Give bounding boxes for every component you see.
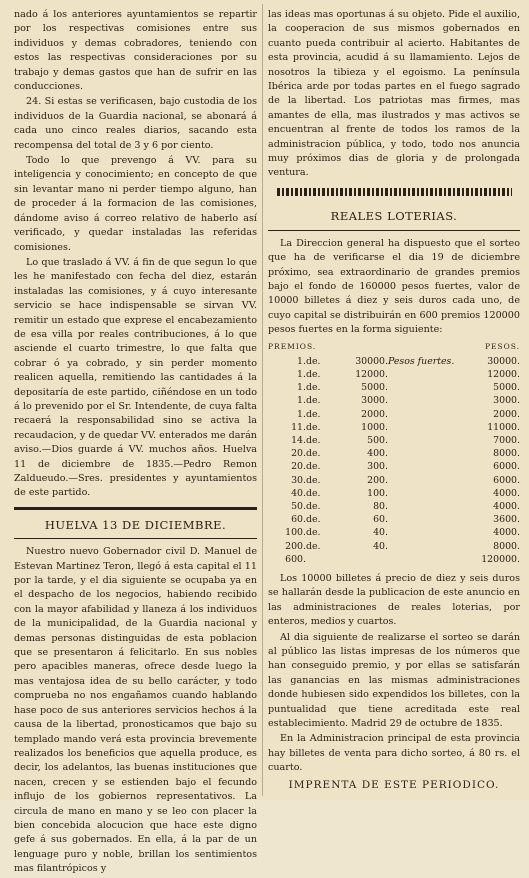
prize-total: 2000. [493, 408, 520, 420]
prize-total: 4000. [493, 500, 520, 512]
prize-de: de. [306, 395, 321, 407]
prize-total: 3600. [493, 514, 520, 526]
paragraph: Lo que traslado á VV. á fin de que segun lo que les he manifestado con fecha del diez, estarán instaladas las comisiones, y á cuyo interesante servicio se hace indispensable se sirvan VV. remitir un estado que exprese el encabezamiento de esa villa por reales contribuciones, á lo que asciende el cuarto trimestre, lo que falta que cobrar ó ya cobrado, y sin perder momento realicen aquella, remitiendo las cantidades á la depositaría de este partido, ciñéndose en un todo á lo prevenido por el Sr. Intendente, de cuya falta recaerá la responsabilidad sino se activa la recaudacion, y de quedar VV. enterados me darán aviso.—Dios guarde á VV. muchos años. Huelva 11 de diciembre de 1835.—Pedro Remon Zaldueudo.—Sres. presidentes y ayuntamientos de este partido. [14, 256, 257, 499]
prize-row [268, 474, 520, 487]
prize-amount: 30000. [355, 355, 388, 367]
prize-note [388, 513, 471, 526]
prize-de [306, 553, 328, 566]
prize-count: 1. [297, 355, 306, 367]
prize-count: 1. [297, 368, 306, 380]
prize-note [388, 553, 471, 566]
prize-amount: 3000. [361, 395, 388, 407]
paragraph: Nuestro nuevo Gobernador civil D. Manuel de Estevan Martinez Teron, llegó á esta capital el 11 por la tarde, y el dia siguiente se ocupaba ya en el despacho de los negocios, habiendo recibido con la mayor afabilidad y llaneza á los individuos de la municipalidad, de la Guardia nacional y demas personas distinguidas de esta poblacion que se presentaron á felicitarlo. En sus nobles pero apacibles maneras, ofrece desde luego la mas ventajosa idea de su bello carácter, y todo comprueba no nos engañamos cuando hablando hase poco de sus anteriores servicios hechos á la causa de la libertad, pronosticamos que bajo su templado mando verá esta provincia brevemente realizados los beneficios que aquella produce, es decir, los adelantos, las buenas instituciones que nacen, crecen y se estienden bajo el fecundo influjo de los gobiernos representativos. La circula de mano en mano y se leo con placer la bien concebida alocucion que hace este digno gefe á sus gobernados. En ella, á la par de un lenguage puro y noble, brillan los sentimientos mas filantrópicos y [14, 546, 257, 875]
prize-total: 8000. [493, 540, 520, 552]
section-heading: HUELVA 13 DE DICIEMBRE. [44, 517, 227, 532]
prize-de: de. [306, 434, 321, 446]
prize-count: 1. [297, 408, 306, 420]
prize-row [268, 421, 520, 434]
prize-total: 30000. [487, 355, 520, 367]
prize-count: 40. [291, 487, 306, 499]
prize-row [268, 368, 520, 381]
prize-de: de. [306, 408, 321, 420]
prize-count: 20. [291, 461, 306, 473]
paragraph: Todo lo que prevengo á VV. para su inteligencia y conocimiento; en concepto de que sin levantar mano ni perder tiempo alguno, han de proceder á la formacion de las comisiones, dándome aviso á correo relativo de haberlo así verificado, y quedar instaladas las referidas comisiones. [14, 155, 257, 253]
prize-note [388, 540, 471, 553]
prize-note [388, 526, 471, 539]
prize-de: de. [306, 500, 321, 512]
prize-total: 3000. [493, 395, 520, 407]
prize-row [268, 434, 520, 447]
prize-de: de. [306, 355, 321, 367]
prize-row [268, 526, 520, 539]
prize-row [268, 460, 520, 473]
prize-row [268, 394, 520, 407]
prize-de: de. [306, 527, 321, 539]
prize-de: de. [306, 382, 321, 394]
prize-total: 6000. [493, 461, 520, 473]
heading-rule [14, 538, 257, 539]
prize-amount: 100. [367, 487, 388, 499]
prize-amount: 2000. [361, 408, 388, 420]
prize-de: de. [306, 514, 321, 526]
prize-amount: 80. [373, 500, 388, 512]
prize-table-header-premios: PREMIOS. [268, 341, 317, 351]
prize-de: de. [306, 448, 321, 460]
prize-de: de. [306, 487, 321, 499]
column-divider [262, 4, 263, 796]
prize-note [388, 421, 471, 434]
paragraph: La Direccion general ha dispuesto que el sorteo que ha de verificarse el dia 19 de diciembre próximo, sea extraordinario de grandes premios bajo el fondo de 160000 pesos fuertes, valor de 10000 billetes á diez y seis duros cada uno, de cuyo capital se distribuirán en 600 premios 120000 pesos fuertes en la forma siguiente: [268, 237, 520, 336]
prize-amount: 400. [367, 448, 388, 460]
prize-row [268, 355, 520, 368]
prize-row [268, 447, 520, 460]
paragraph: Al dia siguiente de realizarse el sorteo se darán al público las listas impresas de los números que han conseguido premio, y por ellas se satisfarán las ganancias en las mismas administraciones donde hubiesen sido expendidos los billetes, con la puntualidad que tiene acreditada este real establecimiento. Madrid 29 de octubre de 1835. [268, 631, 520, 730]
prize-note [388, 447, 471, 460]
prize-count: 50. [291, 500, 306, 512]
prize-count: 1. [297, 382, 306, 394]
prize-amount: 60. [373, 514, 388, 526]
prize-total: 120000. [481, 553, 520, 565]
prize-note: Pesos fuertes. [388, 355, 455, 367]
prize-amount: 5000. [361, 382, 388, 394]
prize-de: de. [306, 421, 321, 433]
prize-count: 14. [291, 434, 306, 446]
prize-total: 7000. [493, 434, 520, 446]
prize-row [268, 540, 520, 553]
prize-count: 30. [291, 474, 306, 486]
prize-note [388, 487, 471, 500]
prize-amount: 40. [373, 540, 388, 552]
paragraph: nado á los anteriores ayuntamientos se repartir por los respectivas comisiones entre sus individuos y demas cobradores, teniendo con estos las respectivas consideraciones por su trabajo y demas gastos que han de sufrir en las conducciones. [14, 9, 257, 93]
prize-amount: 40. [373, 527, 388, 539]
prize-count: 11. [291, 421, 306, 433]
prize-count: 60. [291, 514, 306, 526]
prize-de: de. [306, 368, 321, 380]
prize-count: 200. [285, 540, 306, 552]
prize-amount: 12000. [355, 368, 388, 380]
prize-total: 4000. [493, 527, 520, 539]
section-divider [14, 507, 257, 510]
prize-count: 600. [285, 553, 306, 565]
prize-note [388, 434, 471, 447]
prize-count: 100. [285, 527, 306, 539]
prize-de: de. [306, 540, 321, 552]
prize-note [388, 500, 471, 513]
prize-total: 11000. [487, 421, 520, 433]
prize-row [268, 487, 520, 500]
paragraph: las ideas mas oportunas á su objeto. Pide el auxilio, la cooperacion de sus mismos gobernados en cuanto pueda contribuir al acierto. Habitantes de esta provincia, acudid á su llamamiento. Lejos de nosotros la tibieza y el egoismo. La península Ibérica arde por todas partes en el fuego sagrado de la libertad. Los patriotas mas firmes, mas amantes de ella, mas ilustrados y mas activos se encuentran al frente de todos los ramos de la administracion pública, y todo, todo nos anuncia muy próximos dias de gloria y de prolongada ventura. [268, 9, 520, 179]
prize-note [388, 474, 471, 487]
paragraph: 24. Si estas se verificasen, bajo custodia de los individuos de la Guardia nacional, se abonará á cada uno cinco reales diarios, sacando esta recompensa del total de 3 y 6 por ciento. [14, 96, 257, 151]
prize-de: de. [306, 474, 321, 486]
paragraph: En la Administracion principal de esta provincia hay billetes de venta para dicho sorteo, á 80 rs. el cuarto. [268, 733, 520, 774]
printer-imprint: IMPRENTA DE ESTE PERIODICO. [288, 778, 500, 791]
prize-count: 20. [291, 448, 306, 460]
prize-de: de. [306, 461, 321, 473]
prize-note [388, 381, 471, 394]
prize-amount: 200. [367, 474, 388, 486]
prize-amount: 1000. [361, 421, 388, 433]
prize-table [268, 340, 520, 566]
prize-total: 5000. [493, 382, 520, 394]
prize-amount [328, 553, 388, 566]
prize-row [268, 500, 520, 513]
prize-total: 6000. [493, 474, 520, 486]
ornamental-divider [268, 187, 520, 201]
heading-rule [268, 230, 520, 231]
section-heading: REALES LOTERIAS. [330, 209, 458, 224]
prize-row [268, 408, 520, 421]
paragraph: Los 10000 billetes á precio de diez y seis duros se hallarán desde la publicacion de este anuncio en las administraciones de reales loterias, por enteros, medios y cuartos. [268, 572, 520, 628]
prize-row [268, 513, 520, 526]
prize-note [388, 394, 471, 407]
prize-count: 1. [297, 395, 306, 407]
prize-note [388, 408, 471, 421]
prize-row [268, 381, 520, 394]
prize-total: 4000. [493, 487, 520, 499]
prize-note [388, 368, 471, 381]
prize-amount: 500. [367, 434, 388, 446]
prize-total: 12000. [487, 368, 520, 380]
prize-amount: 300. [367, 461, 388, 473]
right-column [268, 8, 520, 792]
prize-table-header-pesos: PESOS. [484, 341, 520, 351]
prize-note [388, 460, 471, 473]
prize-total: 8000. [493, 448, 520, 460]
prize-row [268, 553, 520, 566]
left-column [14, 8, 257, 878]
